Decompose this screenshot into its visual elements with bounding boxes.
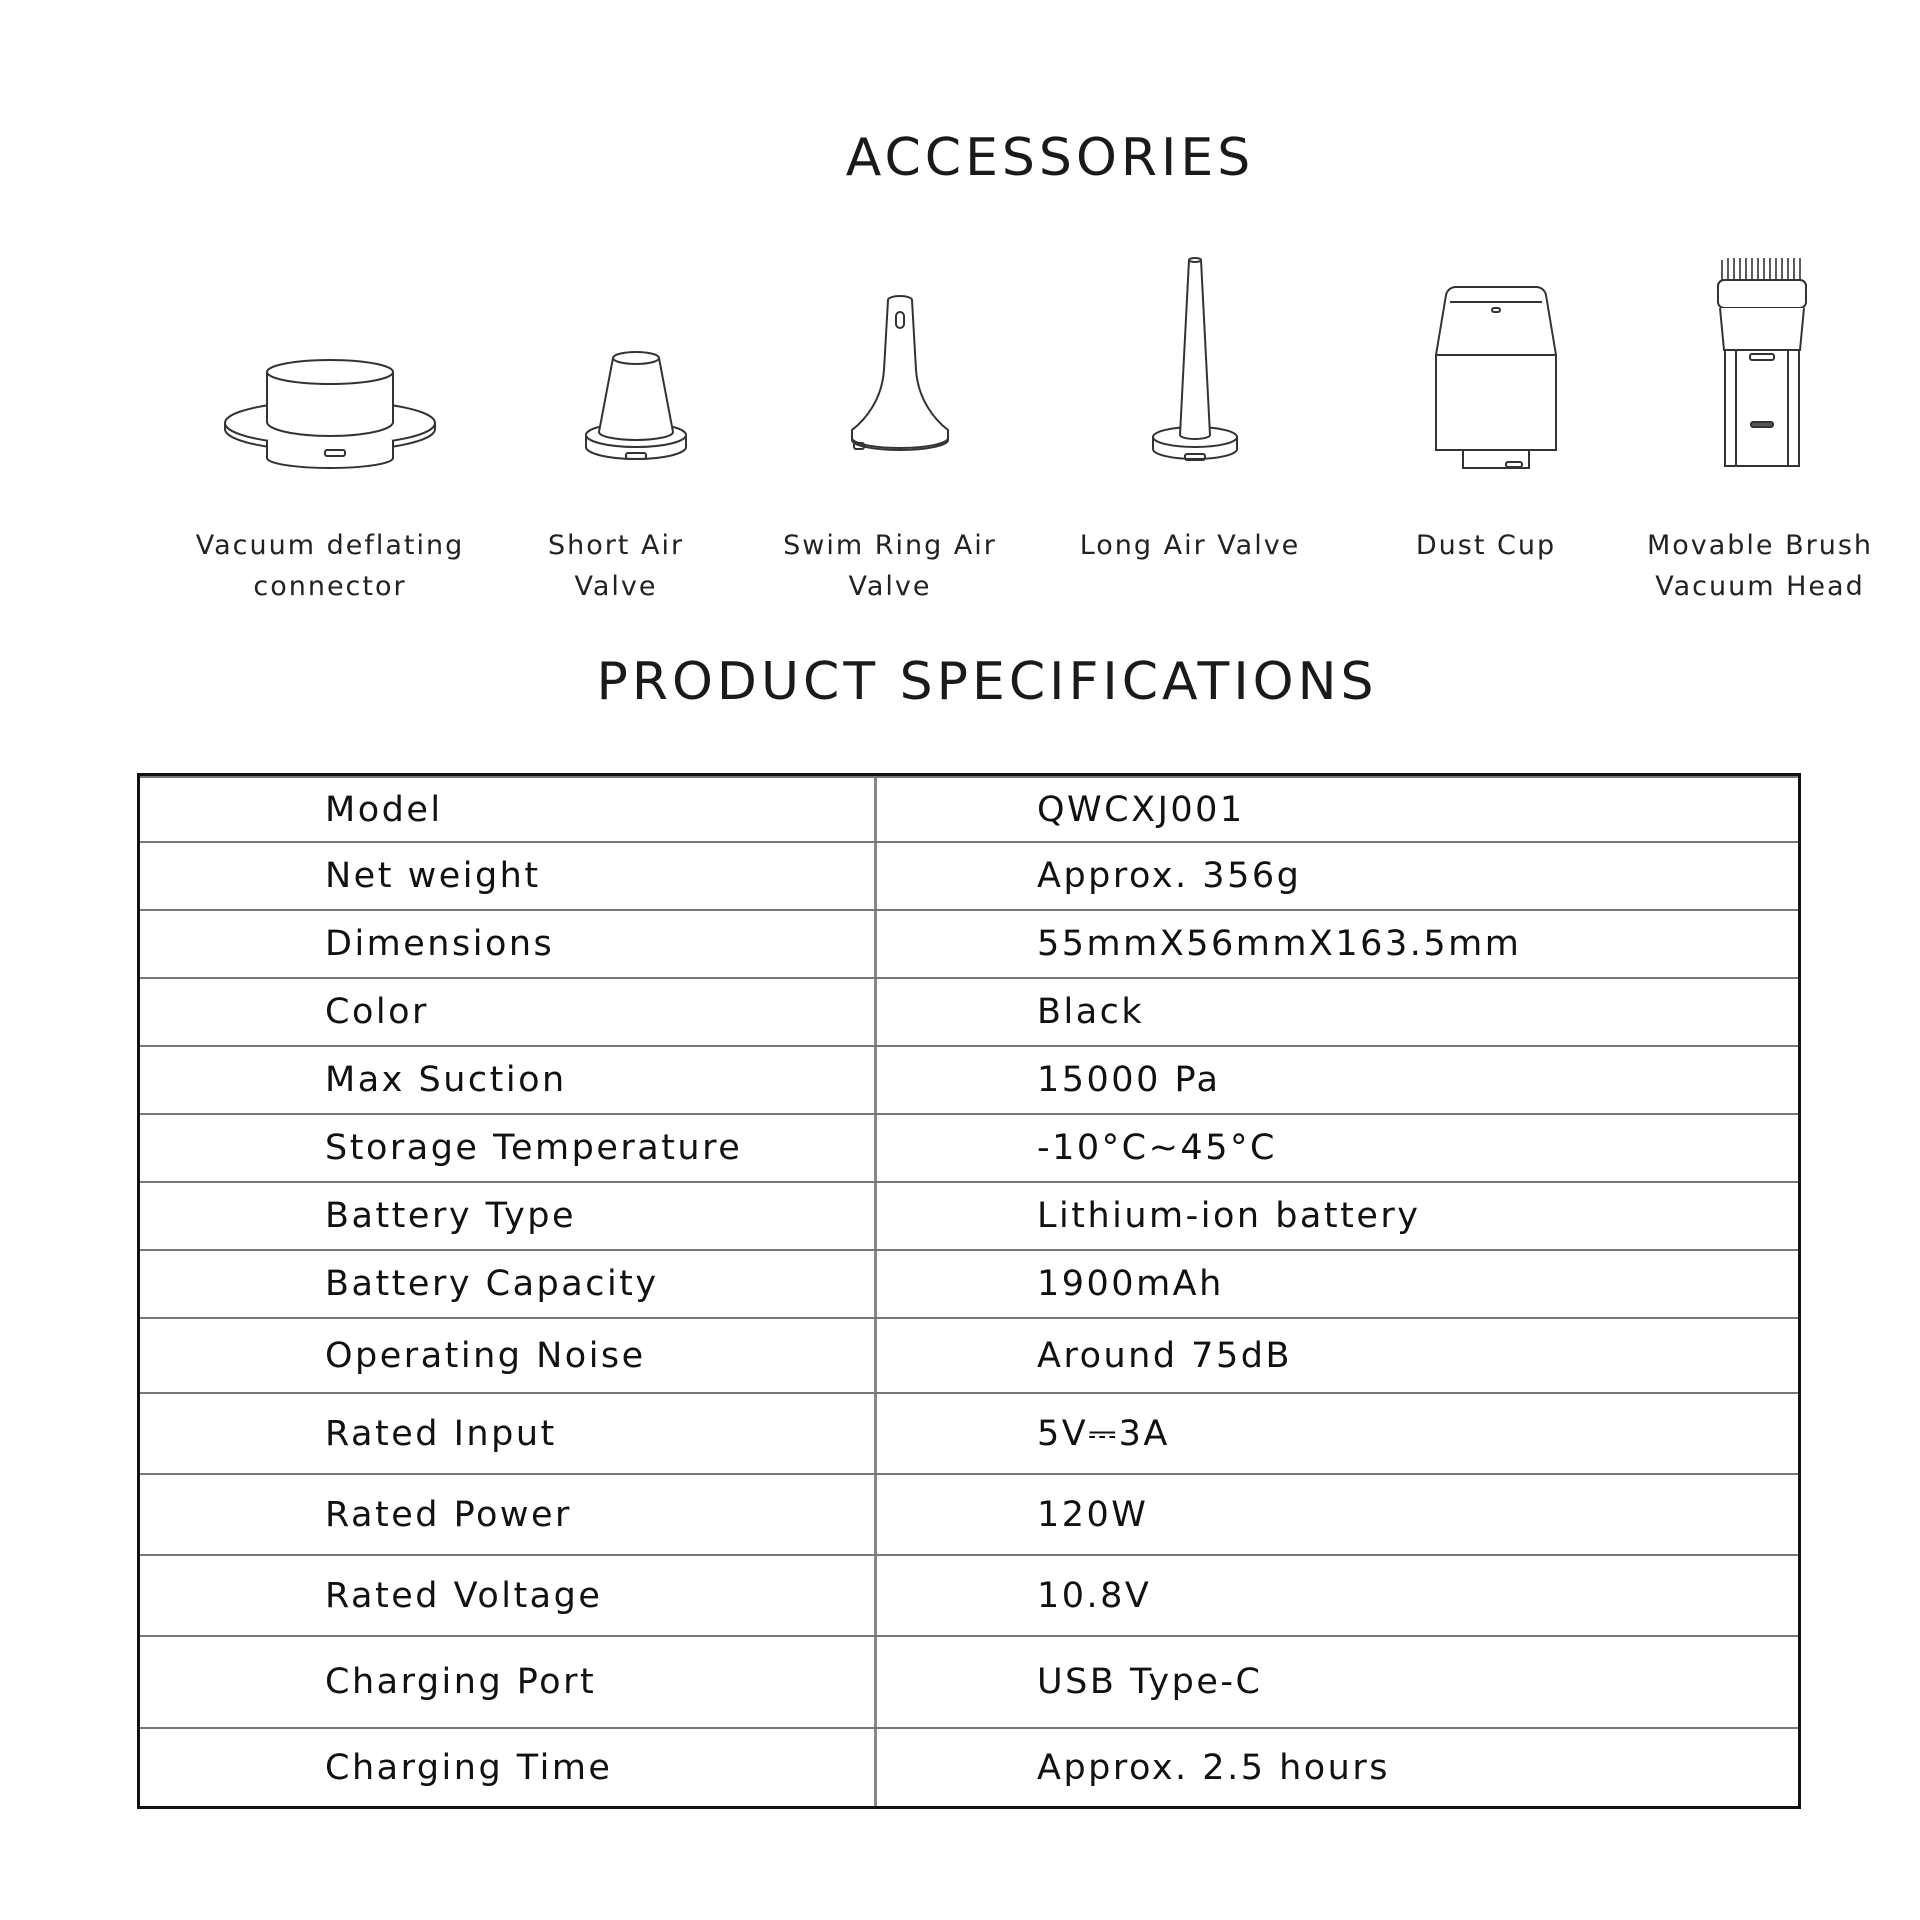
- accessory-vacuum-deflating-connector: [195, 250, 465, 602]
- accessory-label: [1610, 525, 1910, 607]
- spec-key: Charging Time: [325, 1747, 613, 1788]
- accessory-swim-ring-air-valve: [760, 250, 1020, 602]
- swim-ring-air-valve-icon: [770, 250, 1010, 480]
- spec-row-battery-capacity: [140, 1249, 1798, 1317]
- spec-key: Battery Capacity: [325, 1264, 659, 1304]
- product-specifications-title: PRODUCT SPECIFICATIONS: [596, 652, 1378, 712]
- accessory-short-air-valve: [486, 250, 746, 602]
- spec-key: Rated Voltage: [325, 1575, 603, 1616]
- accessory-label-line2: Vacuum Head: [1655, 571, 1865, 602]
- spec-row-rated-voltage: [140, 1554, 1798, 1635]
- accessory-label-line1: Short Air: [547, 530, 685, 561]
- spec-row-charging-port: [140, 1635, 1798, 1727]
- accessory-label-line1: Movable Brush: [1646, 530, 1874, 561]
- accessory-label-line1: Vacuum deflating: [195, 530, 465, 561]
- long-air-valve-icon: [1070, 250, 1310, 480]
- accessory-label: [466, 525, 766, 607]
- spec-value: Approx. 2.5 hours: [1037, 1747, 1390, 1788]
- spec-value: USB Type-C: [1037, 1662, 1263, 1702]
- accessory-movable-brush-vacuum-head: [1630, 250, 1890, 602]
- accessory-label-line1: Swim Ring Air: [783, 530, 997, 561]
- spec-row-charging-time: [140, 1727, 1798, 1806]
- dust-cup-icon: [1366, 250, 1606, 480]
- spec-key: Dimensions: [325, 924, 555, 964]
- spec-row-rated-input: [140, 1392, 1798, 1473]
- short-air-valve-icon: [496, 250, 736, 480]
- spec-key: Operating Noise: [325, 1335, 646, 1376]
- accessory-label-line1: Dust Cup: [1415, 530, 1557, 561]
- spec-value: 5V⎓3A: [1037, 1413, 1170, 1454]
- spec-row-dimensions: [140, 909, 1798, 977]
- spec-key: Battery Type: [325, 1196, 577, 1236]
- accessories-title: ACCESSORIES: [845, 128, 1255, 188]
- spec-key: Model: [325, 789, 443, 830]
- movable-brush-vacuum-head-icon: [1640, 250, 1880, 480]
- spec-value: 15000 Pa: [1037, 1060, 1221, 1100]
- spec-row-model: [140, 776, 1798, 841]
- spec-row-battery-type: [140, 1181, 1798, 1249]
- spec-key: Color: [325, 992, 429, 1032]
- spec-value: 120W: [1037, 1494, 1149, 1535]
- vacuum-deflating-connector-icon: [210, 250, 450, 480]
- spec-value: Approx. 356g: [1037, 856, 1302, 896]
- accessory-long-air-valve: [1060, 250, 1320, 561]
- spec-value: Lithium-ion battery: [1037, 1196, 1421, 1236]
- spec-row-net-weight: [140, 841, 1798, 909]
- accessory-label: [1040, 525, 1340, 566]
- accessory-label: [1336, 525, 1636, 566]
- spec-value: -10°C~45°C: [1037, 1128, 1277, 1168]
- spec-row-rated-power: [140, 1473, 1798, 1554]
- spec-value: 10.8V: [1037, 1575, 1152, 1616]
- spec-row-operating-noise: [140, 1317, 1798, 1392]
- accessory-dust-cup: [1356, 250, 1616, 561]
- spec-key: Charging Port: [325, 1662, 597, 1702]
- spec-key: Rated Power: [325, 1494, 572, 1535]
- spec-value: 1900mAh: [1037, 1264, 1224, 1304]
- accessory-label-line2: Valve: [848, 571, 932, 602]
- spec-row-color: [140, 977, 1798, 1045]
- spec-value: Around 75dB: [1037, 1335, 1292, 1376]
- accessory-label-line2: connector: [253, 571, 407, 602]
- spec-value: QWCXJ001: [1037, 789, 1245, 830]
- spec-key: Storage Temperature: [325, 1128, 743, 1168]
- spec-row-max-suction: [140, 1045, 1798, 1113]
- accessory-label: [180, 525, 480, 607]
- accessory-label: [740, 525, 1040, 607]
- specifications-table: [137, 773, 1801, 1809]
- spec-value: Black: [1037, 992, 1145, 1032]
- spec-row-storage-temperature: [140, 1113, 1798, 1181]
- accessory-label-line2: Valve: [574, 571, 658, 602]
- spec-key: Rated Input: [325, 1413, 557, 1454]
- spec-value: 55mmX56mmX163.5mm: [1037, 924, 1522, 964]
- accessory-label-line1: Long Air Valve: [1079, 530, 1301, 561]
- spec-key: Max Suction: [325, 1060, 567, 1100]
- spec-key: Net weight: [325, 856, 541, 896]
